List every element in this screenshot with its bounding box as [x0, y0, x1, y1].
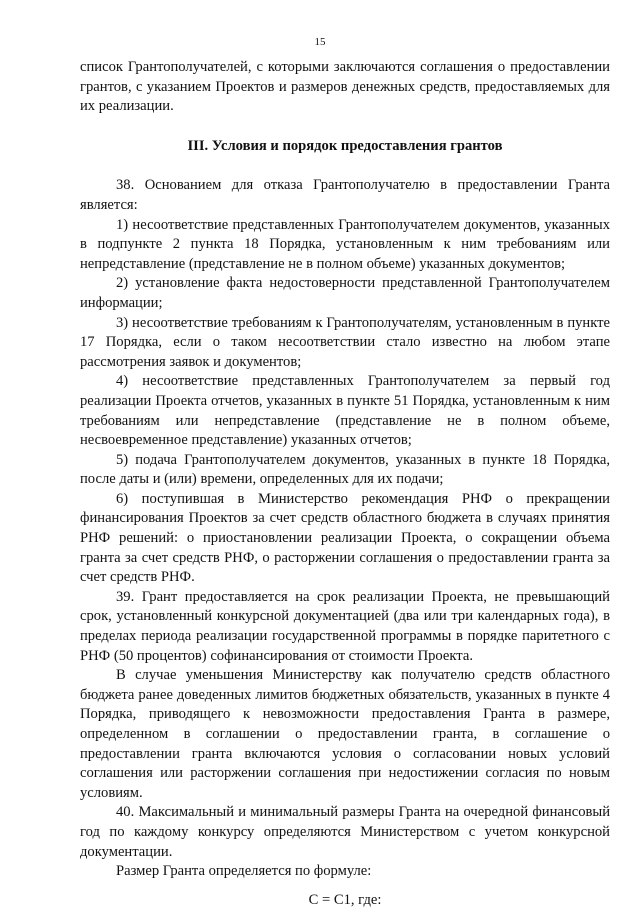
- paragraph-39: 39. Грант предоставляется на срок реализации Проекта, не превышающий срок, установленный конкурсной документацией (два или три календарных года), в пределах периода реализации государственной программы в порядке паритетного с РНФ (50 процентов) софинансирования от стоимости Проекта.: [80, 588, 610, 664]
- paragraph-38-item-4: 4) несоответствие представленных Грантополучателем за первый год реализации Проекта отчетов, указанных в пункте 51 Порядка, установленным к ним требованиям или непредставление (представление не в полном объеме, несвоевременное представление) указанных отчетов;: [80, 373, 610, 449]
- page-body: [80, 58, 610, 910]
- paragraph-38-item-1: 1) несоответствие представленных Грантополучателем документов, указанных в подпункте 2 пункта 18 Порядка, установленным к ним требованиям или непредставление (представление не в полном объеме) указанных документов;: [80, 216, 610, 272]
- paragraph-38-lead: 38. Основанием для отказа Грантополучателю в предоставлении Гранта является:: [80, 177, 610, 213]
- grant-formula: С = С1, где:: [308, 891, 382, 908]
- paragraph-38-item-5: 5) подача Грантополучателем документов, указанных в пункте 18 Порядка, после даты и (или) времени, определенных для их подачи;: [80, 451, 610, 488]
- paragraph-39-case: В случае уменьшения Министерству как получателю средств областного бюджета ранее доведенных лимитов бюджетных обязательств, указанных в пункте 4 Порядка, приводящего к невозможности предоставления Гранта в размере, определенном в соглашении о предоставлении гранта, в соглашение о предоставлении гранта включаются условия о согласовании новых условий соглашения или расторжении соглашения при недостижении согласия по новым условиям.: [80, 667, 610, 801]
- paragraph-40: 40. Максимальный и минимальный размеры Гранта на очередной финансовый год по каждому конкурсу определяются Министерством с учетом конкурсной документации.: [80, 804, 610, 860]
- page-number: 15: [314, 36, 326, 48]
- intro-paragraph: список Грантополучателей, с которыми заключаются соглашения о предоставлении грантов, с указанием Проектов и размеров денежных средств, предоставляемых для их реализации.: [80, 59, 610, 115]
- paragraph-38-item-3: 3) несоответствие требованиям к Грантополучателям, установленным в пункте 17 Порядка, если о таком несоответствии стало известно на любом этапе рассмотрения заявок и документов;: [80, 314, 610, 370]
- paragraph-38-item-6: 6) поступившая в Министерство рекомендация РНФ о прекращении финансирования Проектов за счет средств областного бюджета в случаях принятия РНФ решений: о приостановлении реализации Проекта, о сокращении объема гранта за счет средств РНФ, о расторжении соглашения о предоставлении гранта за счет средств РНФ.: [80, 490, 610, 586]
- section-heading: III. Условия и порядок предоставления грантов: [187, 137, 503, 154]
- paragraph-38-item-2: 2) установление факта недостоверности представленной Грантополучателем информации;: [80, 275, 610, 311]
- paragraph-40-formula-intro: Размер Гранта определяется по формуле:: [116, 863, 372, 880]
